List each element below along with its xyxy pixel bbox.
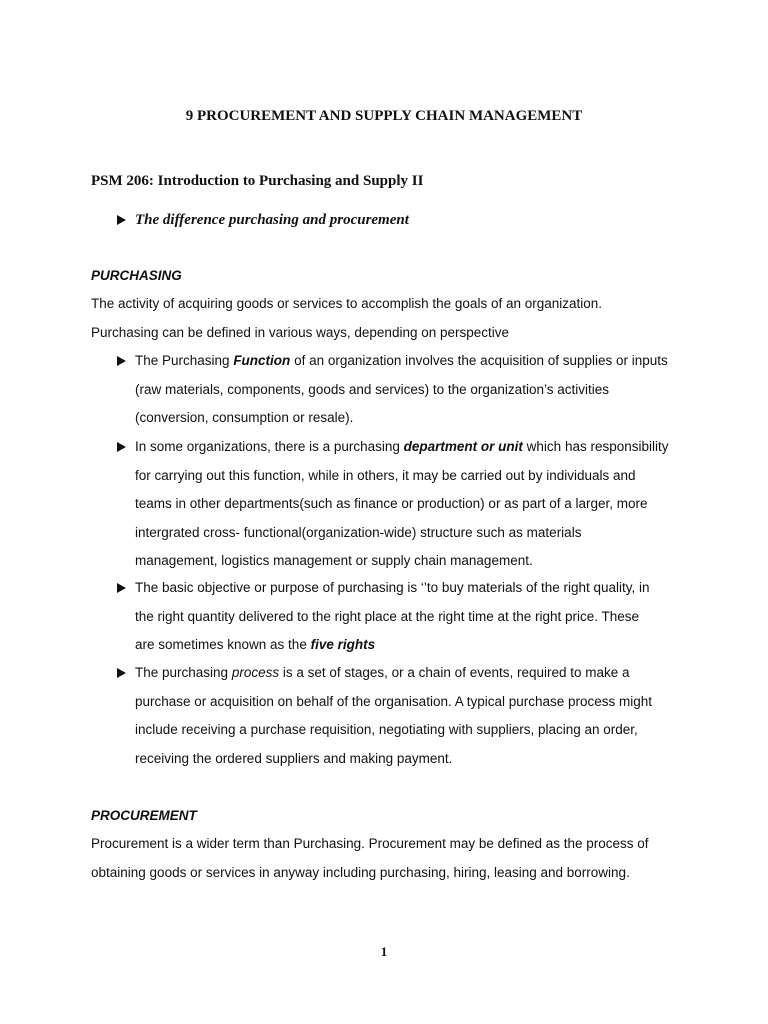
bullet-line: the right quantity delivered to the right place at the right time at the right price. These <box>135 608 640 624</box>
arrowhead-bullet-icon <box>117 215 126 225</box>
bullet-line: In some organizations, there is a purchasing department or unit which has responsibility <box>135 439 669 454</box>
purchasing-intro-2: Purchasing can be defined in various ways, depending on perspective <box>91 325 510 340</box>
bullet-line: purchase or acquisition on behalf of the organisation. A typical purchase process might <box>135 693 653 709</box>
bullet-line: (conversion, consumption or resale). <box>135 410 354 425</box>
arrowhead-bullet-icon <box>117 356 126 366</box>
procurement-line-1: Procurement is a wider term than Purchasing. Procurement may be defined as the process of <box>91 836 649 851</box>
purchasing-intro-1: The activity of acquiring goods or services to accomplish the goals of an organization. <box>91 296 603 311</box>
bullet-line: The Purchasing Function of an organization involves the acquisition of supplies or inputs <box>135 353 668 368</box>
bullet-line: for carrying out this function, while in others, it may be carried out by individuals and <box>135 467 636 483</box>
bullet-line: The purchasing process is a set of stages, or a chain of events, required to make a <box>135 665 630 680</box>
bullet-process <box>135 659 695 773</box>
arrowhead-bullet-icon <box>117 442 126 452</box>
arrowhead-bullet-icon <box>117 583 126 593</box>
bullet-objective <box>135 574 695 660</box>
bullet-line: teams in other departments(such as finance or production) or as part of a larger, more <box>135 496 648 511</box>
bullet-department <box>135 433 695 576</box>
bullet-line: receiving the ordered suppliers and making payment. <box>135 750 453 766</box>
document-title: 9 PROCUREMENT AND SUPPLY CHAIN MANAGEMENT <box>185 108 583 124</box>
arrowhead-bullet-icon <box>117 668 126 678</box>
purchasing-label: PURCHASING <box>91 268 182 283</box>
course-heading: PSM 206: Introduction to Purchasing and Supply II <box>91 173 424 189</box>
procurement-label: PROCUREMENT <box>91 808 197 823</box>
bullet-line: management, logistics management or supply chain management. <box>135 553 533 568</box>
page-number: 1 <box>380 944 388 959</box>
bullet-line: The basic objective or purpose of purchasing is ‘’to buy materials of the right quality, in <box>135 580 650 595</box>
bullet-line: (raw materials, components, goods and services) to the organization’s activities <box>135 381 609 397</box>
bullet-line: include receiving a purchase requisition, negotiating with suppliers, placing an order, <box>135 722 638 737</box>
procurement-line-2: obtaining goods or services in anyway including purchasing, hiring, leasing and borrowing. <box>91 865 630 880</box>
bullet-line: intergrated cross- functional(organization-wide) structure such as materials <box>135 524 582 540</box>
bullet-function <box>135 347 695 433</box>
subheading: The difference purchasing and procurement <box>135 212 409 228</box>
bullet-line: are sometimes known as the five rights <box>135 637 376 652</box>
